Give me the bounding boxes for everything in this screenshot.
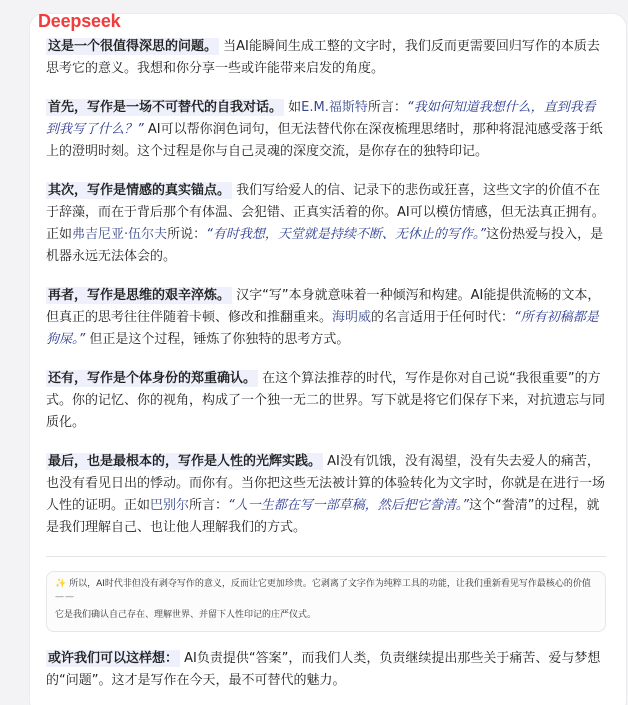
author-name: 弗吉尼亚·伍尔夫	[72, 227, 168, 242]
note-text: 所以，AI时代非但没有剥夺写作的意义，反而让它更加珍贵。它剥离了文字作为纯粹工具的功能，让我们重新看见写作最核心的价值	[69, 579, 591, 589]
author-name: 巴别尔	[150, 498, 190, 513]
note-line-2: 它是我们确认自己存在、理解世界、并留下人性印记的庄严仪式。	[55, 610, 317, 620]
section-paragraph-5	[46, 451, 606, 539]
section-text: 如	[284, 100, 302, 115]
section-paragraph-1	[46, 97, 606, 163]
section-paragraph-2	[46, 180, 606, 268]
closing-paragraph	[46, 648, 606, 692]
author-name: E.M.福斯特	[301, 100, 368, 115]
note-dash: ——	[55, 592, 75, 602]
author-name: 海明威	[332, 310, 372, 325]
section-text: 所言：	[367, 100, 407, 115]
section-text: 所说：	[167, 227, 207, 242]
closing-text: AI负责提供“答案”，而我们人类，负责继续提出那些关于痛苦、爱与梦想的“问题”。这才是写作在今天，最不可替代的魅力。	[46, 651, 601, 688]
section-lead: 再者，写作是思维的艰辛淬炼。	[48, 288, 231, 303]
response-card	[30, 14, 626, 705]
sparkle-icon: ✨	[55, 579, 67, 589]
section-text: 但正是这个过程，锤炼了你独特的思考方式。	[85, 332, 350, 347]
closing-lead: 或许我们可以这样想：	[48, 651, 179, 666]
quote-text: “所有初稿都是狗屎。”	[46, 310, 599, 347]
quote-text: “我如何知道我想什么，直到我看到我写了什么？”	[46, 100, 596, 137]
response-content	[46, 36, 606, 705]
section-lead: 最后，也是最根本的，写作是人性的光辉实践。	[48, 454, 322, 469]
divider	[46, 556, 606, 557]
intro-paragraph	[46, 36, 606, 80]
section-text: 这份热爱与投入，是机器永远无法体会的。	[46, 227, 604, 264]
section-text: 这个“誊清”的过程，就是我们理解自己、也让他人理解我们的方式。	[46, 498, 600, 535]
section-text: 所言：	[189, 498, 229, 513]
summary-note	[46, 571, 606, 632]
section-text: AI没有饥饿，没有渴望，没有失去爱人的痛苦，也没有看见日出的悸动。而你有。当你把这些无法被计算的体验转化为文字时，你就是在进行一场人性的证明。正如	[46, 454, 606, 513]
section-text: 的名言适用于任何时代：	[371, 310, 515, 325]
section-lead: 首先，写作是一场不可替代的自我对话。	[48, 100, 283, 115]
section-paragraph-4	[46, 368, 606, 434]
app-logo: Deepseek	[38, 11, 121, 31]
note-line-1	[55, 577, 597, 592]
section-paragraph-3	[46, 285, 606, 351]
quote-text: “有时我想，天堂就是持续不断、无休止的写作。”	[206, 227, 487, 242]
section-text: 我们写给爱人的信、记录下的悲伤或狂喜，这些文字的价值不在于辞藻，而在于背后那个有体温、会犯错、正真实活着的你。AI可以模仿情感，但无法真正拥有。正如	[46, 183, 605, 242]
section-lead: 其次，写作是情感的真实锚点。	[48, 183, 231, 198]
section-text: 汉字“写”本身就意味着一种倾泻和构建。AI能提供流畅的文本，但真正的思考往往伴随着卡顿、修改和推翻重来。	[46, 288, 601, 325]
quote-text: “人一生都在写一部草稿，然后把它誊清。”	[228, 498, 470, 513]
section-text: AI可以帮你润色词句，但无法替代你在深夜梳理思绪时，那种将混沌感受落于纸上的澄明时刻。这个过程是你与自己灵魂的深度交流，是你存在的独特印记。	[46, 122, 603, 159]
section-lead: 还有，写作是个体身份的郑重确认。	[48, 371, 257, 386]
intro-text: 当AI能瞬间生成工整的文字时，我们反而更需要回归写作的本质去思考它的意义。我想和你分享一些或许能带来启发的角度。	[46, 39, 600, 76]
intro-lead: 这是一个很值得深思的问题。	[48, 39, 218, 54]
section-text: 在这个算法推荐的时代，写作是你对自己说“我很重要”的方式。你的记忆、你的视角，构成了一个独一无二的世界。写下就是将它们保存下来，对抗遗忘与同质化。	[46, 371, 606, 430]
